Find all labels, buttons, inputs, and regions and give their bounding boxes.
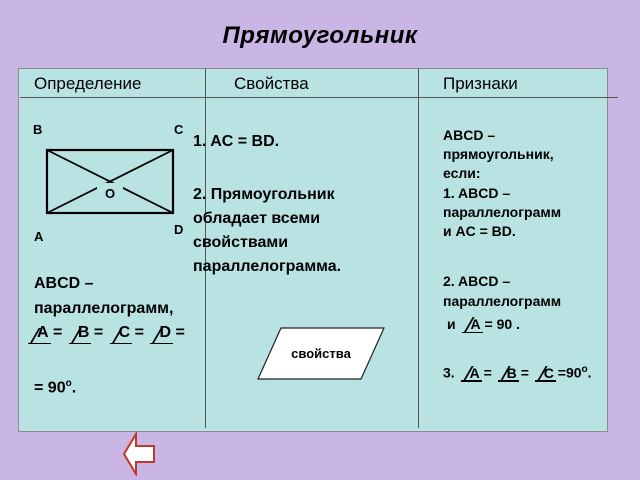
vertex-label-b: B: [33, 122, 43, 137]
sign-3: [443, 360, 592, 383]
definition-line-1: ABCD –: [34, 275, 94, 292]
eq-sign: =: [53, 324, 63, 341]
degree-sign: o: [581, 364, 588, 375]
page-title: Прямоугольник: [222, 22, 418, 49]
signs-intro-2: прямоугольник,: [443, 146, 554, 162]
column-divider-2: [418, 68, 419, 428]
property-2-line-4: параллелограмма.: [193, 258, 342, 275]
definition-line-2: параллелограмм,: [34, 300, 174, 317]
eq-sign: =: [520, 364, 529, 381]
sign-2-angle-a: A: [460, 315, 481, 334]
signs-intro-1: ABCD –: [443, 127, 496, 143]
sign-2-value: = 90 .: [484, 316, 520, 332]
sign-1-line-2: параллелограмм: [443, 204, 562, 220]
center-label-o: O: [105, 186, 116, 201]
sign-1-line-1: 1. ABCD –: [443, 185, 511, 201]
angle-a: A: [26, 321, 49, 345]
definition-result: [34, 372, 76, 400]
sign-3-angle-c: C: [533, 364, 554, 383]
column-header-definition: Определение: [34, 74, 142, 93]
eq-sign: =: [483, 364, 492, 381]
definition-angles: [26, 321, 185, 345]
properties-button[interactable]: [256, 326, 386, 381]
back-arrow-icon[interactable]: [122, 432, 158, 476]
sign-3-dot: .: [587, 364, 592, 381]
sign-2-line-1: 2. ABCD –: [443, 273, 511, 289]
sign-3-angle-a: A: [459, 364, 480, 383]
definition-result-value: = 90: [34, 379, 66, 397]
sign-2-line-3: [447, 315, 520, 334]
sign-1-line-3: и AC = BD.: [443, 223, 516, 239]
column-header-properties: Свойства: [234, 74, 309, 93]
vertex-label-a: A: [34, 229, 44, 244]
angle-b: B: [67, 321, 90, 345]
property-2-line-1: 2. Прямоугольник: [193, 186, 335, 203]
properties-button-label: свойства: [291, 346, 351, 361]
signs-intro-3: если:: [443, 165, 481, 181]
header-divider: [20, 97, 618, 98]
column-header-signs: Признаки: [443, 74, 518, 93]
property-2-line-3: свойствами: [193, 234, 289, 251]
vertex-label-c: C: [174, 122, 184, 137]
sign-3-angle-b: B: [496, 364, 517, 383]
sign-3-value: =90: [557, 364, 582, 381]
eq-sign: =: [175, 324, 185, 341]
property-1: 1. AC = BD.: [193, 133, 280, 150]
sign-2-and: и: [447, 316, 456, 332]
sign-3-prefix: 3.: [443, 364, 455, 381]
definition-dot: .: [71, 379, 77, 397]
angle-d: D: [148, 321, 171, 345]
vertex-label-d: D: [174, 222, 184, 237]
angle-c: C: [108, 321, 131, 345]
sign-2-line-2: параллелограмм: [443, 293, 562, 309]
rectangle-figure: [40, 143, 180, 223]
property-2-line-2: обладает всеми: [193, 210, 321, 227]
eq-sign: =: [93, 324, 104, 341]
degree-sign: o: [65, 378, 72, 389]
eq-sign: =: [134, 324, 144, 341]
